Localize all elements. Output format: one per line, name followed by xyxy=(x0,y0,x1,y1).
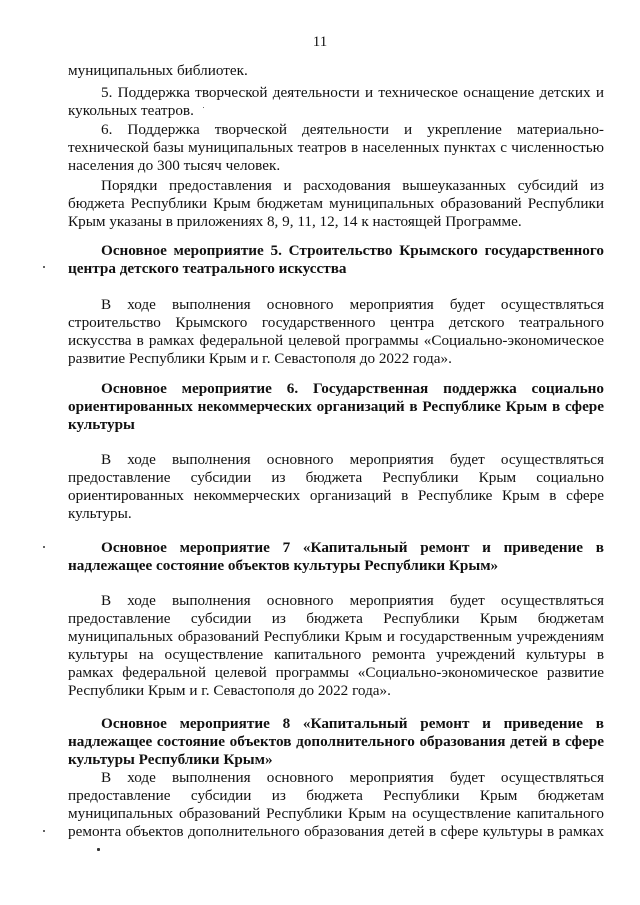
text-line: строительство Крымского государственного центра детского театрального xyxy=(68,314,604,331)
scan-speck xyxy=(97,848,100,851)
text-line: В ходе выполнения основного мероприятия будет осуществляться xyxy=(101,592,604,609)
text-line: муниципальных библиотек. xyxy=(68,62,248,79)
scan-speck xyxy=(203,107,204,108)
section-heading: Основное мероприятие 8 «Капитальный ремонт и приведение в xyxy=(101,715,604,732)
text-line: Крым указаны в приложениях 8, 9, 11, 12, 14 к настоящей Программе. xyxy=(68,213,522,230)
text-line: Порядки предоставления и расходования вышеуказанных субсидий из xyxy=(101,177,604,194)
text-line: культуры. xyxy=(68,505,132,522)
scan-speck xyxy=(43,266,45,268)
page-number: 11 xyxy=(312,34,328,50)
text-line: искусства в рамках федеральной целевой программы «Социально-экономическое xyxy=(68,332,604,349)
text-line: бюджета Республики Крым бюджетам муниципальных образований Республики xyxy=(68,195,604,212)
text-line: Республики Крым и г. Севастополя до 2022 года». xyxy=(68,682,391,699)
text-line: предоставление субсидии из бюджета Республики Крым бюджетам xyxy=(68,787,604,804)
text-line: ремонта объектов дополнительного образования детей в сфере культуры в рамках xyxy=(68,823,604,840)
scan-speck xyxy=(43,546,45,548)
text-line: В ходе выполнения основного мероприятия будет осуществляться xyxy=(101,769,604,786)
text-line: В ходе выполнения основного мероприятия будет осуществляться xyxy=(101,451,604,468)
text-line: кукольных театров. xyxy=(68,102,194,119)
section-heading: Основное мероприятие 7 «Капитальный ремонт и приведение в xyxy=(101,539,604,556)
section-heading: культуры xyxy=(68,416,135,433)
text-line: В ходе выполнения основного мероприятия будет осуществляться xyxy=(101,296,604,313)
section-heading: культуры Республики Крым» xyxy=(68,751,273,768)
section-heading: надлежащее состояние объектов дополнительного образования детей в сфере xyxy=(68,733,604,750)
section-heading: надлежащее состояние объектов культуры Республики Крым» xyxy=(68,557,499,574)
text-line: технической базы муниципальных театров в населенных пунктах с численностью xyxy=(68,139,604,156)
section-heading: ориентированных некоммерческих организаций в Республике Крым в сфере xyxy=(68,398,604,415)
text-line: рамках федеральной целевой программы «Социально-экономическое развитие xyxy=(68,664,604,681)
text-line: населения до 300 тысяч человек. xyxy=(68,157,281,174)
text-line: муниципальных образований Республики Крым на осуществление капитального xyxy=(68,805,604,822)
section-heading: центра детского театрального искусства xyxy=(68,260,347,277)
text-line: 5. Поддержка творческой деятельности и техническое оснащение детских и xyxy=(101,84,604,101)
text-line: предоставление субсидии из бюджета Республики Крым социально xyxy=(68,469,604,486)
section-heading: Основное мероприятие 6. Государственная поддержка социально xyxy=(101,380,604,397)
section-heading: Основное мероприятие 5. Строительство Крымского государственного xyxy=(101,242,604,259)
text-line: развитие Республики Крым и г. Севастополя до 2022 года». xyxy=(68,350,452,367)
text-line: предоставление субсидии из бюджета Республики Крым бюджетам xyxy=(68,610,604,627)
text-line: культуры на осуществление капитального ремонта учреждений культуры в xyxy=(68,646,604,663)
text-line: муниципальных образований Республики Крым и государственным учреждениям xyxy=(68,628,604,645)
scan-speck xyxy=(43,830,45,832)
text-line: 6. Поддержка творческой деятельности и укрепление материально- xyxy=(101,121,604,138)
text-line: ориентированных некоммерческих организаций в Республике Крым в сфере xyxy=(68,487,604,504)
